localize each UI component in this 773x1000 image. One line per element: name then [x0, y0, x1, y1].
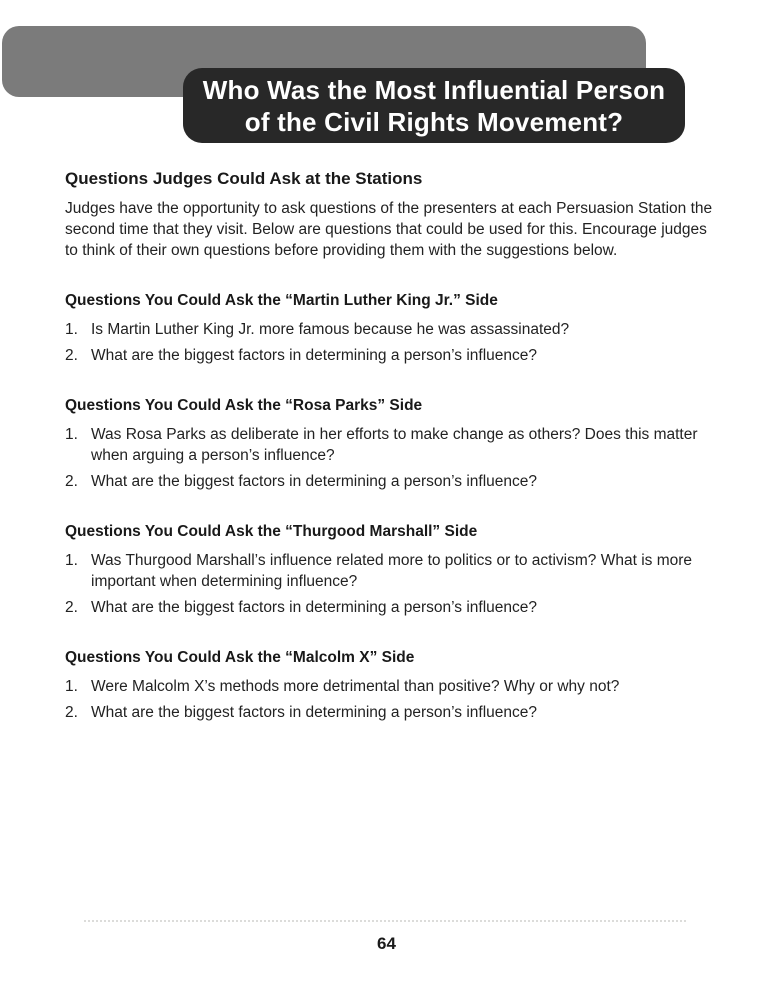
question-number: 2. [65, 704, 78, 721]
question-item [65, 550, 715, 592]
page-content [65, 169, 715, 728]
question-item [65, 676, 715, 697]
question-number: 1. [65, 321, 78, 338]
section-thurgood-marshall [65, 523, 715, 618]
question-number: 2. [65, 599, 78, 616]
intro-paragraph: Judges have the opportunity to ask questions of the presenters at each Persuasion Station the second time that they visit. Below are questions that could be used for this. Encourage judges to think of their own questions before providing them with the suggestions below. [65, 200, 713, 259]
page-title-line1: Who Was the Most Influential Person [202, 74, 666, 105]
section-mlk [65, 292, 715, 366]
question-text: What are the biggest factors in determining a person’s influence? [91, 704, 538, 721]
section-heading: Questions You Could Ask the “Rosa Parks” Side [65, 397, 423, 414]
section-malcolm-x [65, 649, 715, 723]
question-number: 1. [65, 552, 78, 569]
question-text: Was Rosa Parks as deliberate in her efforts to make change as others? Does this matter when arguing a person’s influence? [91, 426, 698, 464]
question-text: Was Thurgood Marshall’s influence related more to politics or to activism? What is more important when determining influence? [91, 552, 693, 590]
question-item [65, 471, 715, 492]
question-number: 1. [65, 678, 78, 695]
question-number: 2. [65, 473, 78, 490]
section-heading: Questions You Could Ask the “Malcolm X” Side [65, 649, 415, 666]
intro-heading: Questions Judges Could Ask at the Stations [65, 169, 423, 188]
page-title-line2: of the Civil Rights Movement? [244, 106, 624, 137]
title-banner [183, 68, 685, 143]
question-text: What are the biggest factors in determining a person’s influence? [91, 347, 538, 364]
section-heading: Questions You Could Ask the “Thurgood Marshall” Side [65, 523, 478, 540]
question-text: Is Martin Luther King Jr. more famous because he was assassinated? [91, 321, 570, 338]
question-number: 2. [65, 347, 78, 364]
question-item [65, 345, 715, 366]
footer-dotted-divider [84, 920, 686, 922]
question-item [65, 319, 715, 340]
question-number: 1. [65, 426, 78, 443]
section-heading: Questions You Could Ask the “Martin Luther King Jr.” Side [65, 292, 498, 309]
page-number: 64 [377, 934, 396, 953]
question-text: Were Malcolm X’s methods more detrimental than positive? Why or why not? [91, 678, 620, 695]
section-rosa-parks [65, 397, 715, 492]
question-text: What are the biggest factors in determining a person’s influence? [91, 473, 538, 490]
question-text: What are the biggest factors in determining a person’s influence? [91, 599, 538, 616]
question-item [65, 597, 715, 618]
question-item [65, 424, 715, 466]
question-item [65, 702, 715, 723]
